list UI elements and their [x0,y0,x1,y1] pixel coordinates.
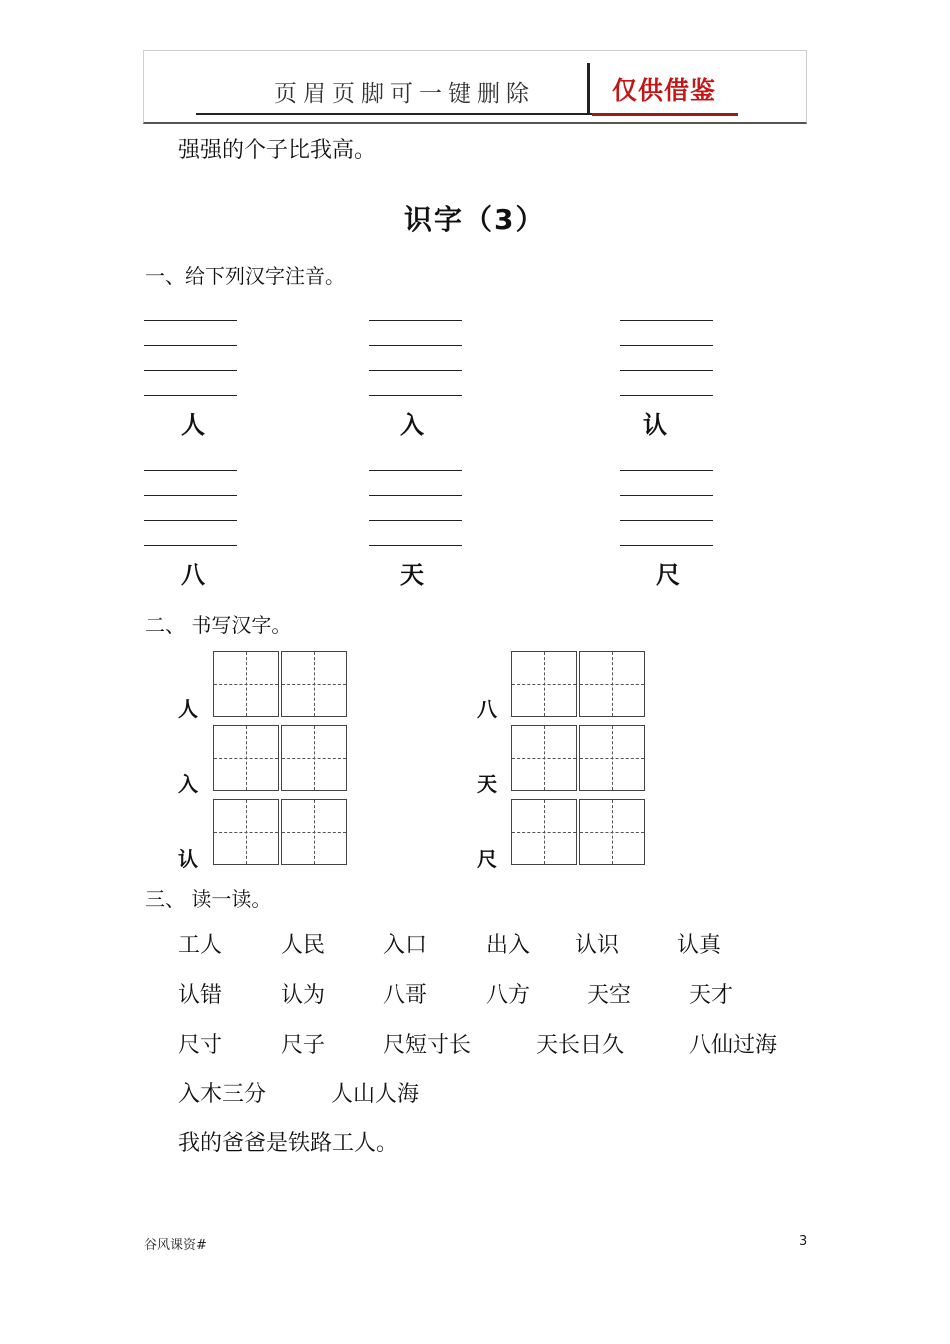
header-red-underline [592,113,738,116]
word-item: 天才 [689,983,734,1008]
word-item: 八仙过海 [689,1033,778,1058]
writing-box[interactable] [511,651,577,717]
grid-label-chi: 尺 [477,847,497,871]
writing-box[interactable] [213,651,279,717]
writing-box[interactable] [579,651,645,717]
section2-heading: 二、 书写汉字。 [145,613,292,637]
word-item: 工人 [178,933,223,958]
char-ren-recognize: 认 [643,411,667,439]
word-item: 天长日久 [536,1033,625,1058]
word-item: 天空 [587,983,632,1008]
grid-label-ren: 人 [178,697,198,721]
writing-box[interactable] [579,725,645,791]
writing-box[interactable] [213,725,279,791]
writing-box[interactable] [281,651,347,717]
char-chi: 尺 [656,561,680,589]
header-banner [143,50,807,124]
reading-sentence: 我的爸爸是铁路工人。 [178,1131,399,1156]
writing-box[interactable] [511,799,577,865]
word-item: 尺子 [281,1033,326,1058]
char-ren: 人 [181,411,205,439]
footer-source: 谷风课资# [144,1238,207,1253]
page-title: 识字（3） [404,203,546,236]
writing-box[interactable] [213,799,279,865]
word-item: 尺短寸长 [383,1033,472,1058]
grid-label-ba: 八 [477,697,497,721]
writing-box[interactable] [579,799,645,865]
word-item: 八哥 [383,983,428,1008]
word-item: 人山人海 [331,1082,420,1107]
word-item: 认真 [677,933,722,958]
grid-label-ru: 入 [178,772,198,796]
word-item: 认识 [575,933,620,958]
header-left-text: 页眉页脚可一键删除 [274,81,535,107]
word-item: 出入 [486,933,531,958]
section3-heading: 三、 读一读。 [145,887,272,911]
grid-label-ren2: 认 [178,847,198,871]
section1-heading: 一、给下列汉字注音。 [145,264,345,288]
grid-label-tian: 天 [477,772,497,796]
word-item: 认错 [178,983,223,1008]
word-item: 认为 [281,983,326,1008]
header-divider [587,63,590,115]
word-item: 入口 [383,933,428,958]
writing-box[interactable] [281,725,347,791]
header-right-text: 仅供借鉴 [612,76,717,105]
char-tian: 天 [400,561,424,589]
top-sentence: 强强的个子比我高。 [178,138,377,163]
word-item: 八方 [486,983,531,1008]
writing-box[interactable] [511,725,577,791]
writing-box[interactable] [281,799,347,865]
char-ru: 入 [400,411,424,439]
page-number: 3 [799,1234,808,1249]
char-ba: 八 [181,561,205,589]
word-item: 人民 [281,933,326,958]
word-item: 尺寸 [178,1033,223,1058]
word-item: 入木三分 [178,1082,267,1107]
